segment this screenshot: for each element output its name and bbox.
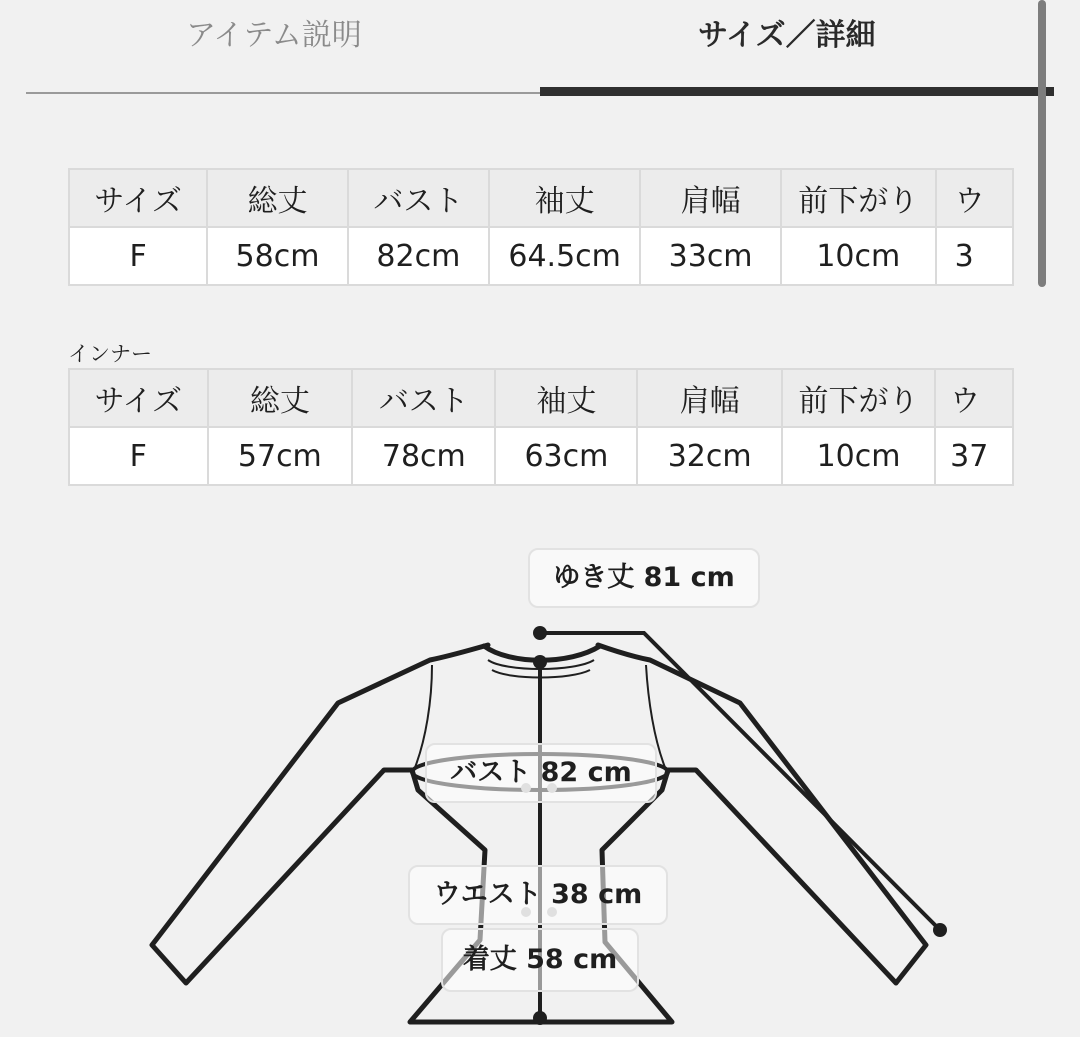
header-cell: バスト	[352, 369, 495, 427]
length-bottom-dot	[533, 1011, 547, 1025]
header-cell: 肩幅	[640, 169, 781, 227]
header-cell: サイズ	[69, 169, 207, 227]
header-cell: サイズ	[69, 369, 208, 427]
length-label: 着丈 58 cm	[441, 928, 639, 992]
table-header-row	[69, 369, 1013, 427]
yuki-start-dot	[533, 626, 547, 640]
table-cell: 37	[935, 427, 1013, 485]
table-cell: 63cm	[495, 427, 637, 485]
table-cell: 57cm	[208, 427, 353, 485]
tab-bar	[0, 0, 1080, 100]
header-cell: ウ	[935, 369, 1013, 427]
tab-size-details[interactable]: サイズ／詳細	[698, 18, 876, 53]
table-cell: F	[69, 227, 207, 285]
header-cell: 袖丈	[495, 369, 637, 427]
length-top-dot	[533, 655, 547, 669]
table-cell: 78cm	[352, 427, 495, 485]
bust-label: バスト 82 cm	[425, 743, 657, 803]
table-cell: 82cm	[348, 227, 489, 285]
table-header-row	[69, 169, 1013, 227]
header-cell: 総丈	[208, 369, 353, 427]
table-cell: 10cm	[782, 427, 935, 485]
table-cell: 64.5cm	[489, 227, 640, 285]
header-cell: 前下がり	[781, 169, 936, 227]
header-cell: 袖丈	[489, 169, 640, 227]
table-row	[69, 227, 1013, 285]
waist-label: ウエスト 38 cm	[408, 865, 668, 925]
scrollbar[interactable]	[1038, 0, 1046, 287]
table-cell: 10cm	[781, 227, 936, 285]
table-cell: 58cm	[207, 227, 348, 285]
table-cell: 32cm	[637, 427, 782, 485]
yuki-label: ゆき丈 81 cm	[528, 548, 760, 608]
table-row	[69, 427, 1013, 485]
inner-label: インナー	[68, 342, 152, 366]
size-table-outer	[68, 168, 1014, 288]
table-cell: F	[69, 427, 208, 485]
header-cell: ウ	[936, 169, 1013, 227]
header-cell: 前下がり	[782, 369, 935, 427]
active-tab-indicator	[540, 87, 1054, 96]
size-table-inner	[68, 368, 1014, 488]
tab-item-description[interactable]: アイテム説明	[186, 18, 362, 53]
table-cell: 33cm	[640, 227, 781, 285]
header-cell: 総丈	[207, 169, 348, 227]
header-cell: バスト	[348, 169, 489, 227]
header-cell: 肩幅	[637, 369, 782, 427]
table-cell: 3	[936, 227, 1013, 285]
tab-divider	[26, 92, 540, 94]
yuki-end-dot	[933, 923, 947, 937]
garment-diagram	[0, 540, 1080, 1037]
